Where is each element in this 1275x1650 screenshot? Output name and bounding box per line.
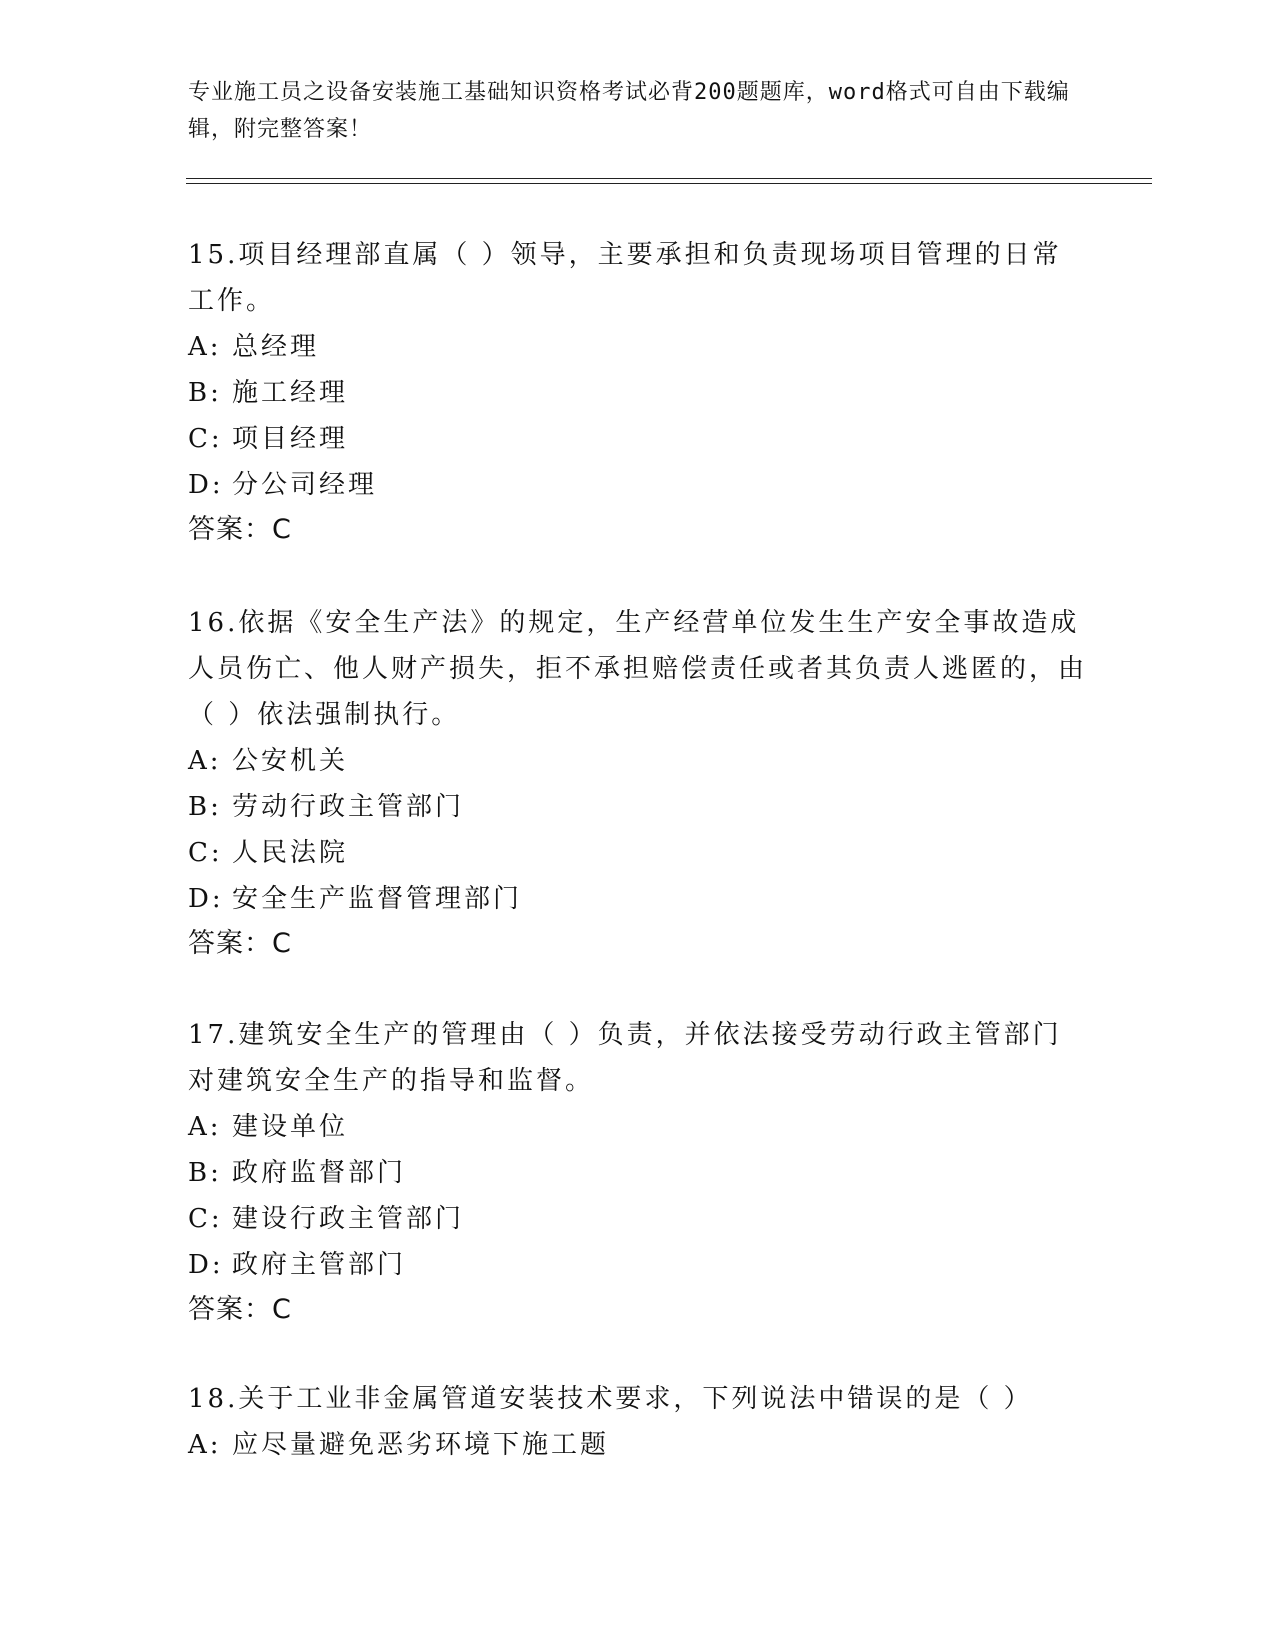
- question-stem: 15.项目经理部直属（ ）领导，主要承担和负责现场项目管理的日常工作。: [188, 240, 1062, 316]
- answer-line: 答案：C: [188, 514, 292, 545]
- option-b: [188, 1150, 1088, 1196]
- question-stem: 18.关于工业非金属管道安装技术要求，下列说法中错误的是（ ）: [188, 1384, 1033, 1414]
- option-text: 应尽量避免恶劣环境下施工题: [232, 1430, 610, 1460]
- option-b: [188, 370, 1088, 416]
- answer-line: 答案：C: [188, 1294, 292, 1325]
- option-letter: D:: [188, 1250, 224, 1280]
- question-15: [188, 232, 1088, 552]
- option-text: 建设行政主管部门: [232, 1204, 465, 1234]
- option-letter: D:: [188, 470, 224, 500]
- question-17: [188, 1012, 1088, 1332]
- question-stem: 17.建筑安全生产的管理由（ ）负责，并依法接受劳动行政主管部门对建筑安全生产的指导和监督。: [188, 1020, 1062, 1096]
- option-text: 安全生产监督管理部门: [232, 884, 523, 914]
- option-letter: B:: [188, 792, 222, 822]
- question-stem: 16.依据《安全生产法》的规定，生产经营单位发生生产安全事故造成人员伤亡、他人财产损失，拒不承担赔偿责任或者其负责人逃匿的，由（ ）依法强制执行。: [188, 608, 1088, 730]
- option-text: 政府监督部门: [232, 1158, 407, 1188]
- option-b: [188, 784, 1088, 830]
- option-letter: C:: [188, 424, 223, 454]
- option-text: 人民法院: [232, 838, 349, 868]
- option-d: [188, 1242, 1088, 1288]
- option-c: [188, 830, 1088, 876]
- header-divider-line: [186, 178, 1152, 179]
- option-a: [188, 1104, 1088, 1150]
- option-text: 建设单位: [232, 1112, 349, 1142]
- option-text: 公安机关: [232, 746, 349, 776]
- option-letter: D:: [188, 884, 224, 914]
- option-text: 项目经理: [232, 424, 349, 454]
- header-divider-line-double: [186, 183, 1152, 184]
- option-text: 总经理: [232, 332, 320, 362]
- option-text: 分公司经理: [232, 470, 378, 500]
- option-letter: B:: [188, 378, 222, 408]
- option-letter: A:: [188, 1112, 222, 1142]
- answer-line: 答案：C: [188, 928, 292, 959]
- document-header: 专业施工员之设备安装施工基础知识资格考试必背200题题库，word格式可自由下载编辑，附完整答案！: [188, 80, 1070, 142]
- option-a: [188, 324, 1088, 370]
- option-letter: B:: [188, 1158, 222, 1188]
- option-letter: A:: [188, 1430, 222, 1460]
- option-text: 政府主管部门: [232, 1250, 407, 1280]
- option-c: [188, 416, 1088, 462]
- option-letter: A:: [188, 332, 222, 362]
- option-a: [188, 1422, 1088, 1468]
- option-letter: A:: [188, 746, 222, 776]
- option-letter: C:: [188, 1204, 223, 1234]
- option-a: [188, 738, 1088, 784]
- option-d: [188, 876, 1088, 922]
- question-18: [188, 1376, 1088, 1468]
- question-16: [188, 600, 1088, 966]
- option-c: [188, 1196, 1088, 1242]
- option-text: 劳动行政主管部门: [232, 792, 465, 822]
- option-text: 施工经理: [232, 378, 349, 408]
- option-d: [188, 462, 1088, 508]
- option-letter: C:: [188, 838, 223, 868]
